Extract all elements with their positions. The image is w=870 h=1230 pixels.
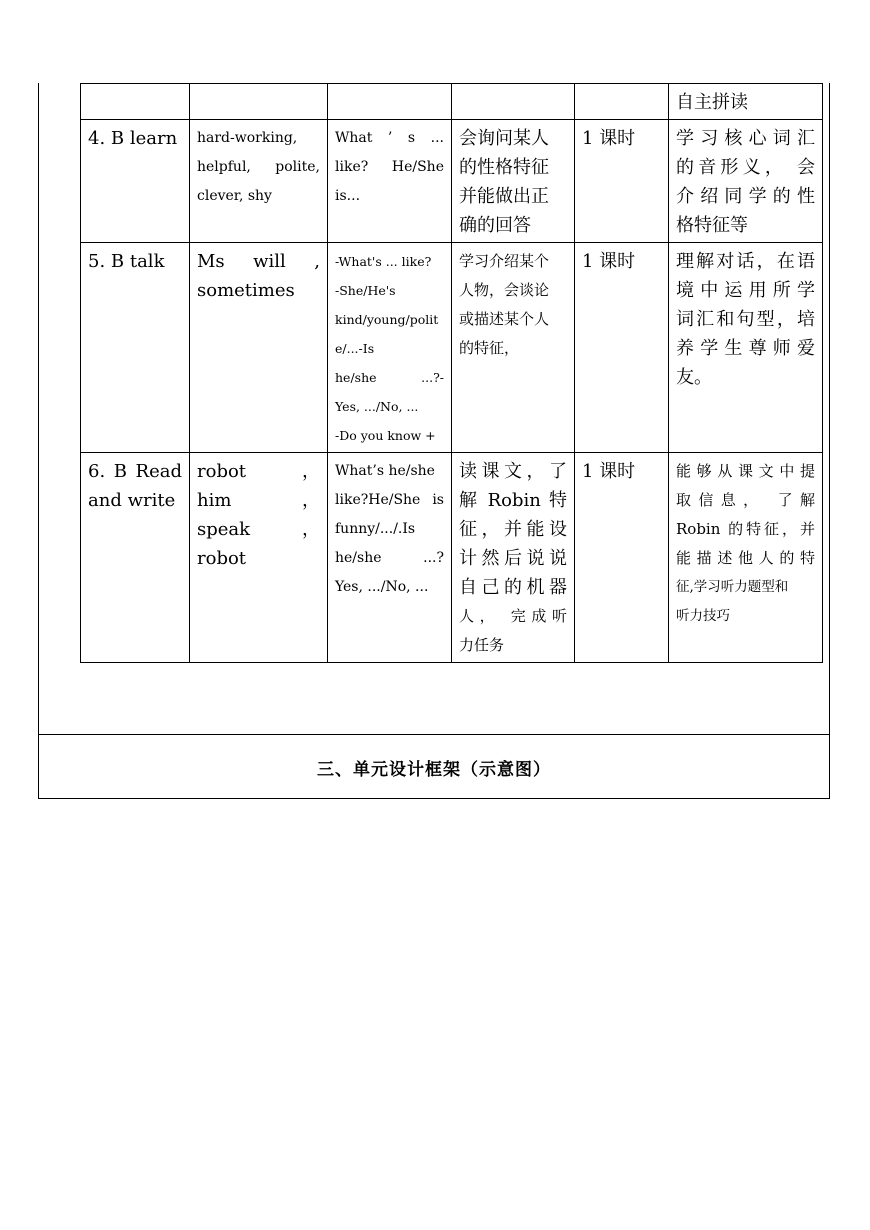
notes-line: 词汇和句型，培 bbox=[676, 309, 815, 330]
notes-line: 学习核心词汇 bbox=[676, 128, 815, 149]
sentences-cell bbox=[328, 84, 452, 120]
goal-line: 征，并能设 bbox=[459, 519, 567, 540]
goal-line: 自己的机器 bbox=[459, 577, 567, 598]
notes-cell bbox=[669, 120, 823, 243]
notes-cell bbox=[669, 84, 823, 120]
period-cell: 1 课时 bbox=[575, 120, 669, 243]
lesson-text: 6. B Read and write bbox=[88, 461, 182, 511]
table-row bbox=[81, 453, 823, 663]
words-cell bbox=[190, 453, 328, 663]
notes-line: 听力技巧 bbox=[676, 608, 730, 624]
sentence-line: What’s he/she bbox=[335, 463, 435, 479]
sentence-line: funny/.../.Is bbox=[335, 521, 416, 537]
table-row bbox=[81, 243, 823, 453]
notes-line: 格特征等 bbox=[676, 215, 748, 236]
sentences-cell bbox=[328, 453, 452, 663]
table-row bbox=[81, 120, 823, 243]
notes-line: 取信息， 了解 bbox=[676, 491, 815, 509]
notes-line: 自主拼读 bbox=[676, 92, 748, 113]
section-title: 三、单元设计框架（示意图） bbox=[317, 759, 551, 780]
sentence-line: -She/He's bbox=[335, 283, 396, 298]
sentence-line: What ’ s ... bbox=[335, 130, 444, 146]
notes-cell bbox=[669, 453, 823, 663]
goal-line: 力任务 bbox=[459, 636, 505, 654]
lesson-plan-table bbox=[80, 83, 823, 663]
sentence-line: kind/young/polit bbox=[335, 312, 439, 327]
words-text: Ms will , sometimes bbox=[197, 251, 320, 301]
notes-line: 境中运用所学 bbox=[676, 280, 815, 301]
sentence-line: Yes, .../No, ... bbox=[335, 399, 419, 414]
goal-line: 计然后说说 bbox=[459, 548, 567, 569]
period-cell bbox=[575, 84, 669, 120]
period-cell: 1 课时 bbox=[575, 243, 669, 453]
goal-line: 人物，会谈论 bbox=[459, 281, 550, 299]
period-cell: 1 课时 bbox=[575, 453, 669, 663]
sentences-cell bbox=[328, 120, 452, 243]
words-text: hard-working, helpful, polite, clever, shy bbox=[197, 130, 320, 204]
table-row bbox=[81, 84, 823, 120]
words-text: robot， him， speak， robot bbox=[197, 461, 320, 569]
notes-line: 养学生尊师爱 bbox=[676, 338, 815, 359]
goal-cell bbox=[452, 120, 575, 243]
lesson-cell bbox=[81, 453, 190, 663]
sentence-line: -What's ... like? bbox=[335, 254, 432, 269]
lesson-cell: 5. B talk bbox=[81, 243, 190, 453]
notes-line: 能描述他人的特 bbox=[676, 549, 815, 567]
goal-cell bbox=[452, 453, 575, 663]
sentence-line: he/she ...?- bbox=[335, 370, 444, 385]
words-cell bbox=[190, 243, 328, 453]
words-cell bbox=[190, 84, 328, 120]
goal-line: 或描述某个人 bbox=[459, 310, 550, 328]
sentence-line: Yes, .../No, ... bbox=[335, 579, 429, 595]
goal-line: 学习介绍某个 bbox=[459, 252, 550, 270]
sentence-line: like? He/She bbox=[335, 159, 444, 175]
sentence-line: -Do you know + bbox=[335, 428, 436, 443]
goal-line: 的特征， bbox=[459, 339, 520, 357]
goal-cell bbox=[452, 84, 575, 120]
goal-line: 确的回答 bbox=[459, 215, 531, 236]
lesson-cell: 4. B learn bbox=[81, 120, 190, 243]
notes-line: Robin 的特征，并 bbox=[676, 520, 815, 538]
goal-cell bbox=[452, 243, 575, 453]
sentence-line: he/she ...? bbox=[335, 550, 444, 566]
lesson-cell bbox=[81, 84, 190, 120]
notes-line: 介绍同学的性 bbox=[676, 186, 815, 207]
notes-line: 理解对话，在语 bbox=[676, 251, 815, 272]
goal-line: 解 Robin 特 bbox=[459, 490, 567, 511]
sentence-line: e/...-Is bbox=[335, 341, 375, 356]
notes-line: 的音形义， 会 bbox=[676, 157, 815, 178]
sentences-cell bbox=[328, 243, 452, 453]
goal-line: 的性格特征 bbox=[459, 157, 549, 178]
goal-line: 并能做出正 bbox=[459, 186, 549, 207]
notes-line: 征,学习听力题型和 bbox=[676, 579, 789, 595]
notes-line: 友。 bbox=[676, 367, 712, 388]
notes-cell bbox=[669, 243, 823, 453]
goal-line: 会询问某人 bbox=[459, 128, 549, 149]
sentence-line: like?He/She is bbox=[335, 492, 444, 508]
goal-line: 人， 完成听 bbox=[459, 607, 567, 625]
goal-line: 读课文，了 bbox=[459, 461, 567, 482]
words-cell bbox=[190, 120, 328, 243]
sentence-line: is... bbox=[335, 188, 361, 204]
notes-line: 能够从课文中提 bbox=[676, 462, 815, 480]
